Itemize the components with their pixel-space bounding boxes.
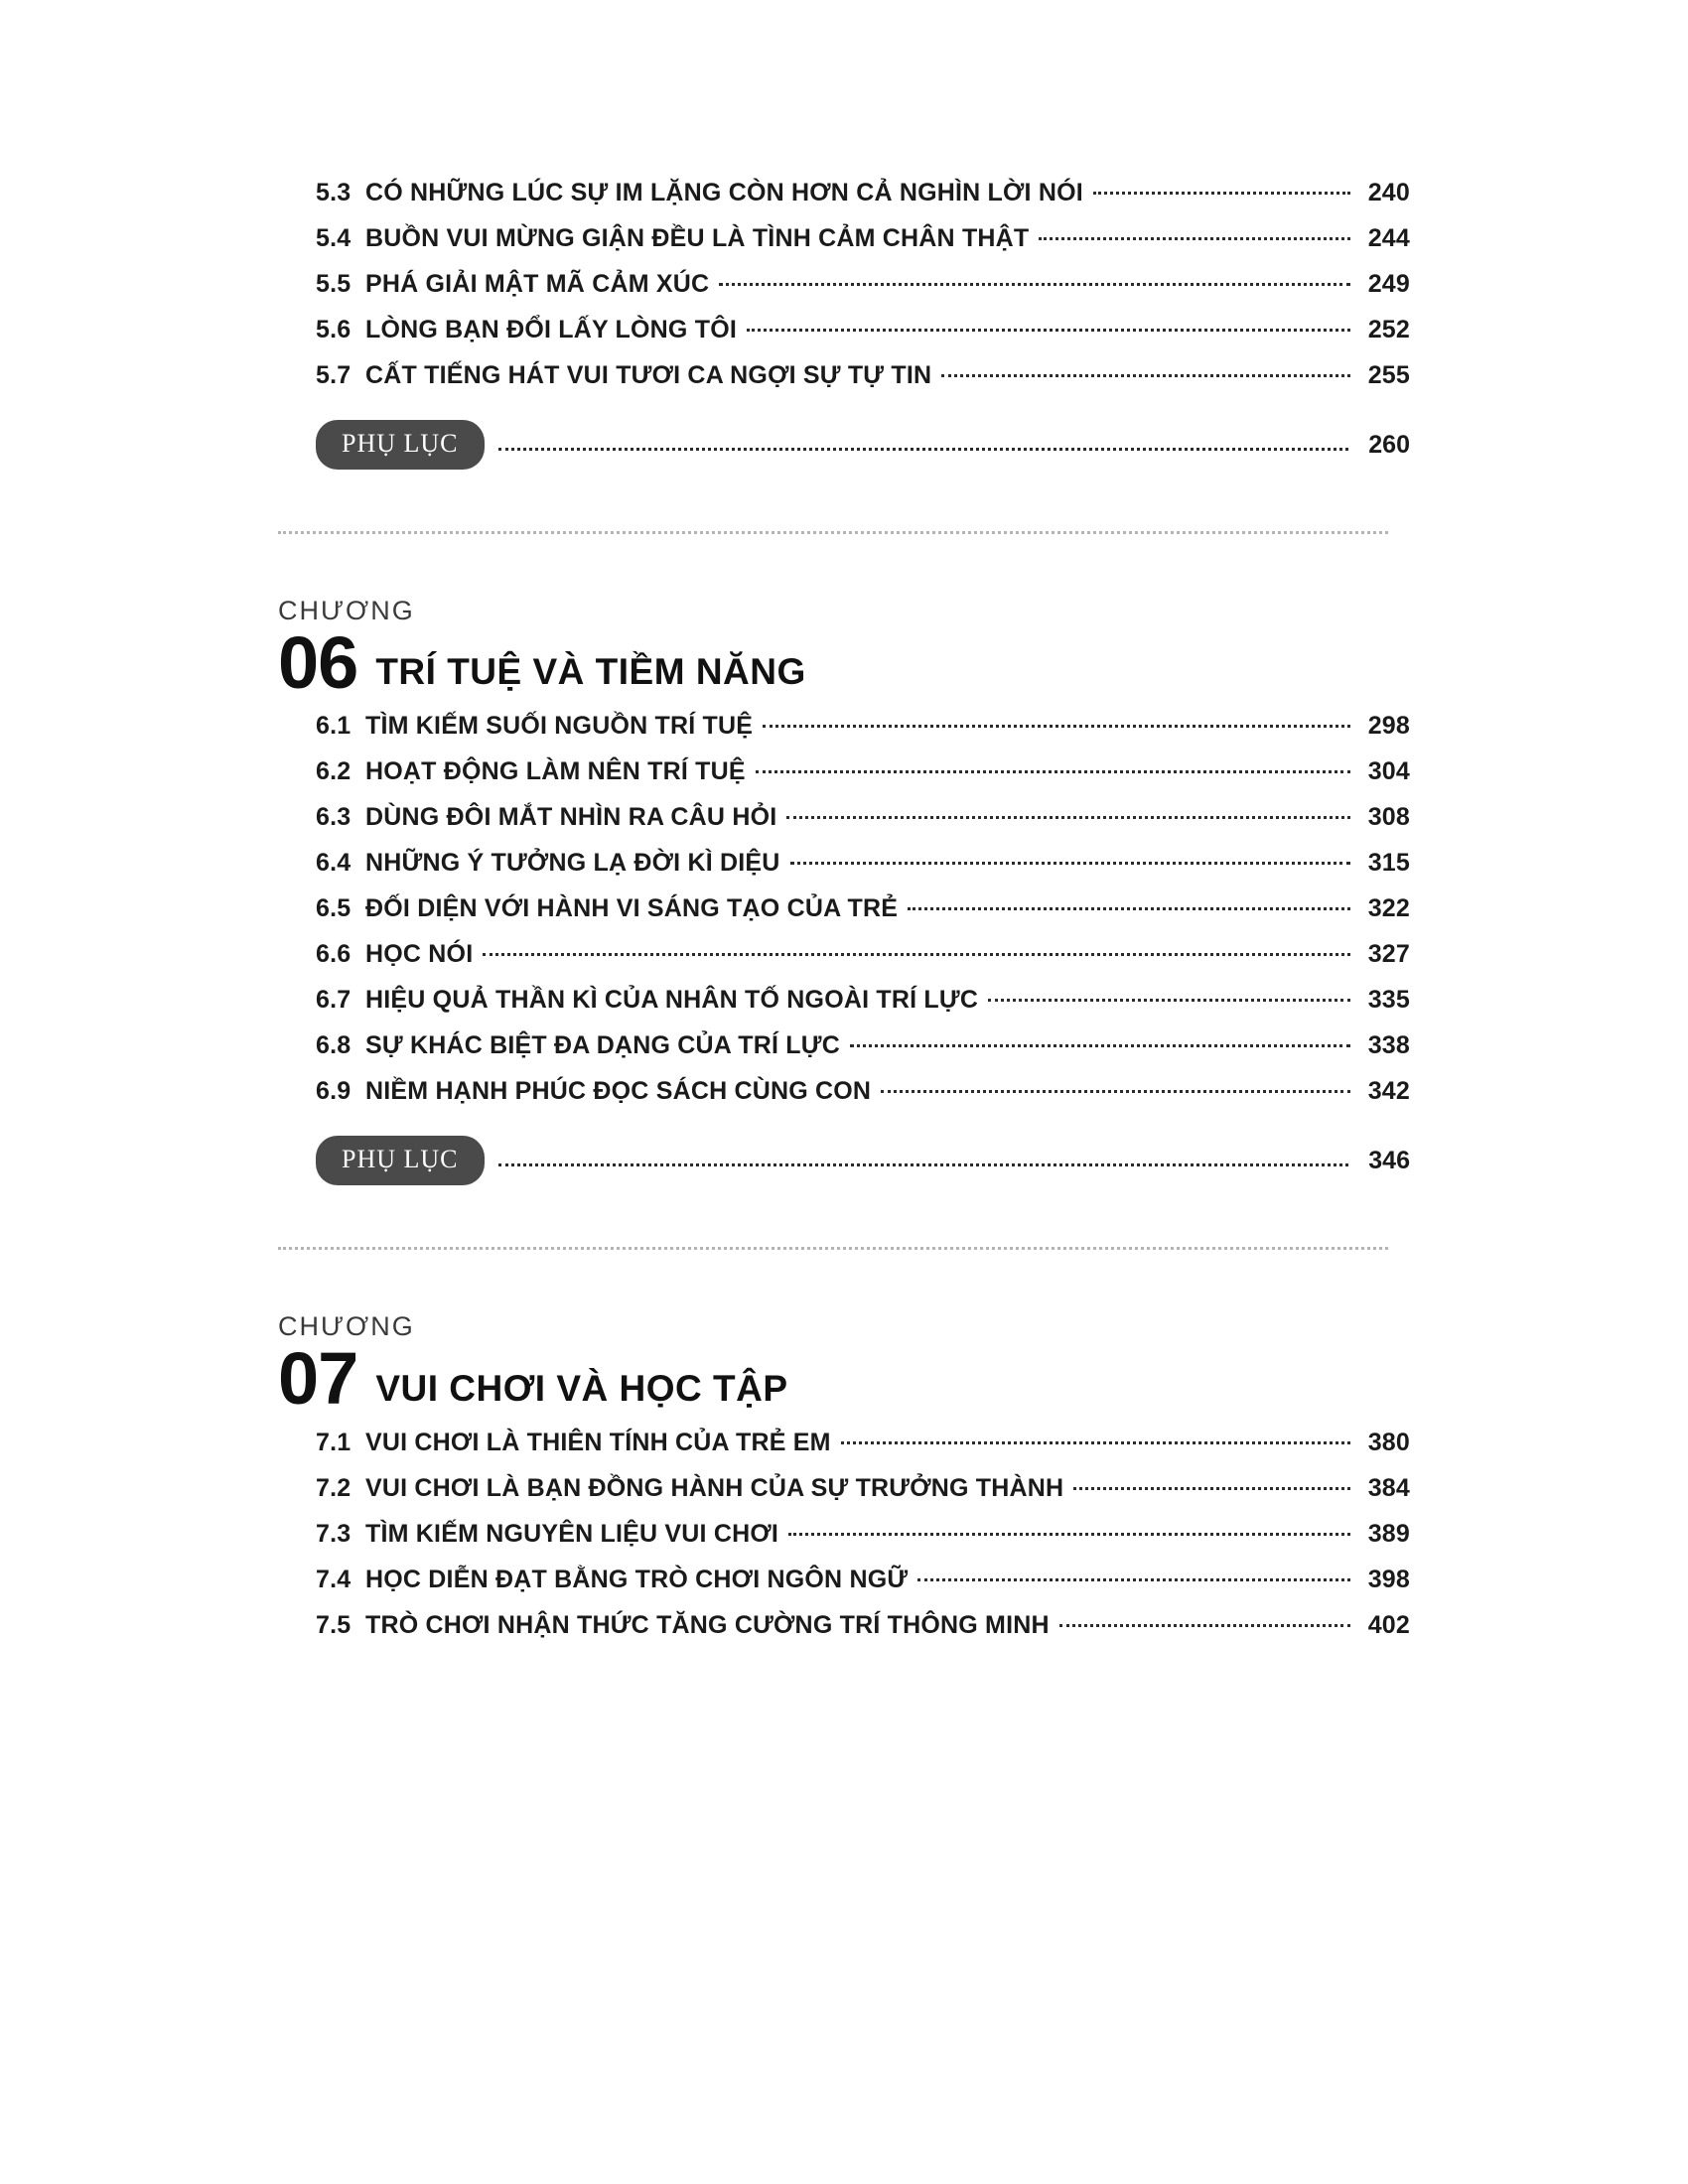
toc-entry[interactable] bbox=[278, 1566, 1410, 1594]
toc-entry-title: HỌC DIỄN ĐẠT BẰNG TRÒ CHƠI NGÔN NGỮ bbox=[365, 1565, 909, 1593]
toc-entry-number: 6.9 bbox=[316, 1077, 352, 1106]
toc-entry-number: 6.4 bbox=[316, 849, 352, 878]
toc-leader-dots bbox=[841, 1441, 1350, 1444]
chapter-heading bbox=[278, 1311, 1410, 1421]
toc-entry-number: 6.5 bbox=[316, 894, 352, 923]
appendix-page: 346 bbox=[1368, 1146, 1410, 1174]
toc-entry-page: 298 bbox=[1367, 712, 1410, 741]
toc-entry-title: HIỆU QUẢ THẦN KÌ CỦA NHÂN TỐ NGOÀI TRÍ LỰC bbox=[365, 986, 979, 1015]
toc-entry[interactable] bbox=[278, 757, 1410, 786]
toc-leader-dots bbox=[1073, 1487, 1350, 1490]
toc-entry-title: SỰ KHÁC BIỆT ĐA DẠNG CỦA TRÍ LỰC bbox=[365, 1031, 840, 1060]
toc-entry-title: DÙNG ĐÔI MẮT NHÌN RA CÂU HỎI bbox=[365, 803, 777, 832]
toc-appendix-entry[interactable] bbox=[278, 420, 1410, 470]
toc-entry[interactable] bbox=[278, 1077, 1410, 1106]
toc-leader-dots bbox=[1039, 237, 1350, 240]
toc-entry[interactable] bbox=[278, 803, 1410, 832]
toc-leader-dots bbox=[483, 953, 1350, 956]
appendix-label: PHỤ LỤC bbox=[316, 420, 485, 470]
toc-entry-number: 5.4 bbox=[316, 224, 352, 252]
toc-entry-page: 342 bbox=[1367, 1077, 1410, 1106]
toc-section-chapter-07 bbox=[278, 1311, 1410, 1639]
toc-leader-dots bbox=[498, 448, 1348, 451]
toc-entry-number: 7.3 bbox=[316, 1519, 352, 1548]
toc-leader-dots bbox=[790, 862, 1350, 865]
toc-entry-number: 7.4 bbox=[316, 1565, 352, 1593]
toc-leader-dots bbox=[719, 283, 1350, 286]
toc-entry-page: 327 bbox=[1367, 940, 1410, 969]
toc-entry[interactable] bbox=[278, 894, 1410, 923]
toc-leader-dots bbox=[941, 374, 1350, 377]
toc-content bbox=[278, 179, 1410, 1657]
toc-entry-page: 255 bbox=[1367, 361, 1410, 389]
toc-entry-title: VUI CHƠI LÀ THIÊN TÍNH CỦA TRẺ EM bbox=[365, 1428, 831, 1456]
toc-entry-number: 6.2 bbox=[316, 757, 352, 786]
toc-entry-page: 338 bbox=[1367, 1031, 1410, 1060]
toc-entry-number: 5.5 bbox=[316, 270, 352, 298]
toc-entry-page: 322 bbox=[1367, 894, 1410, 923]
toc-entry-title: NHỮNG Ý TƯỞNG LẠ ĐỜI KÌ DIỆU bbox=[365, 849, 780, 878]
toc-leader-dots bbox=[850, 1044, 1350, 1047]
toc-entry[interactable] bbox=[278, 1429, 1410, 1457]
toc-entry[interactable] bbox=[278, 986, 1410, 1015]
toc-leader-dots bbox=[881, 1090, 1350, 1093]
toc-leader-dots bbox=[1059, 1624, 1350, 1627]
toc-entry-number: 5.6 bbox=[316, 316, 352, 343]
toc-section-chapter-05 bbox=[278, 179, 1410, 470]
chapter-number: 07 bbox=[278, 1337, 358, 1421]
appendix-label: PHỤ LỤC bbox=[316, 1136, 485, 1185]
toc-entry-page: 335 bbox=[1367, 986, 1410, 1015]
toc-leader-dots bbox=[788, 1533, 1350, 1536]
toc-entry-title: HOẠT ĐỘNG LÀM NÊN TRÍ TUỆ bbox=[365, 757, 746, 786]
toc-entry-title: CÓ NHỮNG LÚC SỰ IM LẶNG CÒN HƠN CẢ NGHÌN LỜI NÓI bbox=[365, 179, 1083, 206]
toc-entry[interactable] bbox=[278, 940, 1410, 969]
toc-entry-page: 252 bbox=[1367, 316, 1410, 343]
toc-entry[interactable] bbox=[278, 1611, 1410, 1640]
toc-entry-title: TÌM KIẾM SUỐI NGUỒN TRÍ TUỆ bbox=[365, 712, 754, 741]
chapter-kicker: CHƯƠNG bbox=[278, 1311, 415, 1342]
toc-entry-title: PHÁ GIẢI MẬT MÃ CẢM XÚC bbox=[365, 270, 710, 298]
toc-entry-page: 315 bbox=[1367, 849, 1410, 878]
toc-entry[interactable] bbox=[278, 270, 1410, 299]
toc-entry-number: 7.1 bbox=[316, 1428, 352, 1456]
toc-entry-page: 380 bbox=[1367, 1428, 1410, 1456]
toc-entry-title: NIỀM HẠNH PHÚC ĐỌC SÁCH CÙNG CON bbox=[365, 1077, 872, 1106]
toc-leader-dots bbox=[786, 816, 1350, 819]
toc-entry-number: 6.7 bbox=[316, 986, 352, 1015]
toc-entry-number: 6.6 bbox=[316, 940, 352, 969]
toc-entry-title: HỌC NÓI bbox=[365, 940, 474, 969]
toc-entry-page: 240 bbox=[1367, 179, 1410, 206]
toc-entry-number: 6.8 bbox=[316, 1031, 352, 1060]
toc-entry-title: VUI CHƠI LÀ BẠN ĐỒNG HÀNH CỦA SỰ TRƯỞNG THÀNH bbox=[365, 1473, 1064, 1502]
chapter-title: TRÍ TUỆ VÀ TIỀM NĂNG bbox=[375, 651, 806, 693]
toc-entry[interactable] bbox=[278, 712, 1410, 741]
toc-leader-dots bbox=[498, 1163, 1348, 1166]
toc-entry[interactable] bbox=[278, 316, 1410, 344]
toc-entry-page: 249 bbox=[1367, 270, 1410, 298]
chapter-title: VUI CHƠI VÀ HỌC TẬP bbox=[375, 1367, 788, 1409]
toc-entry-number: 7.5 bbox=[316, 1610, 352, 1639]
toc-entry-title: TRÒ CHƠI NHẬN THỨC TĂNG CƯỜNG TRÍ THÔNG MINH bbox=[365, 1610, 1050, 1639]
toc-entry-title: BUỒN VUI MỪNG GIẬN ĐỀU LÀ TÌNH CẢM CHÂN THẬT bbox=[365, 224, 1030, 252]
toc-entry[interactable] bbox=[278, 849, 1410, 878]
toc-entry-page: 398 bbox=[1367, 1565, 1410, 1593]
toc-entry-number: 7.2 bbox=[316, 1473, 352, 1502]
toc-entry-page: 244 bbox=[1367, 224, 1410, 252]
toc-section-chapter-06 bbox=[278, 596, 1410, 1185]
toc-entry-title: LÒNG BẠN ĐỔI LẤY LÒNG TÔI bbox=[365, 316, 737, 343]
toc-entry-number: 6.3 bbox=[316, 803, 352, 832]
toc-entry[interactable] bbox=[278, 224, 1410, 253]
toc-entry-title: CẤT TIẾNG HÁT VUI TƯƠI CA NGỢI SỰ TỰ TIN bbox=[365, 361, 932, 389]
toc-appendix-entry[interactable] bbox=[278, 1136, 1410, 1185]
toc-entry[interactable] bbox=[278, 1031, 1410, 1060]
toc-leader-dots bbox=[756, 770, 1350, 773]
toc-entry[interactable] bbox=[278, 179, 1410, 207]
toc-leader-dots bbox=[917, 1578, 1350, 1581]
toc-leader-dots bbox=[988, 999, 1350, 1002]
section-divider bbox=[278, 531, 1388, 534]
toc-leader-dots bbox=[908, 907, 1350, 910]
toc-entry-number: 5.7 bbox=[316, 361, 352, 389]
toc-entry[interactable] bbox=[278, 361, 1410, 390]
toc-leader-dots bbox=[747, 329, 1350, 332]
appendix-page: 260 bbox=[1368, 430, 1410, 459]
toc-entry-page: 402 bbox=[1367, 1610, 1410, 1639]
chapter-heading bbox=[278, 596, 1410, 704]
toc-entry[interactable] bbox=[278, 1474, 1410, 1503]
toc-leader-dots bbox=[763, 725, 1350, 728]
toc-entry-title: TÌM KIẾM NGUYÊN LIỆU VUI CHƠI bbox=[365, 1519, 779, 1548]
chapter-kicker: CHƯƠNG bbox=[278, 596, 415, 625]
toc-entry-title: ĐỐI DIỆN VỚI HÀNH VI SÁNG TẠO CỦA TRẺ bbox=[365, 894, 899, 923]
section-divider bbox=[278, 1247, 1388, 1250]
toc-entry-page: 389 bbox=[1367, 1519, 1410, 1548]
toc-entry-page: 384 bbox=[1367, 1473, 1410, 1502]
toc-entry-number: 5.3 bbox=[316, 179, 352, 206]
toc-entry[interactable] bbox=[278, 1520, 1410, 1549]
toc-leader-dots bbox=[1093, 192, 1350, 195]
toc-entry-number: 6.1 bbox=[316, 712, 352, 741]
toc-entry-page: 308 bbox=[1367, 803, 1410, 832]
toc-entry-page: 304 bbox=[1367, 757, 1410, 786]
chapter-number: 06 bbox=[278, 621, 358, 704]
